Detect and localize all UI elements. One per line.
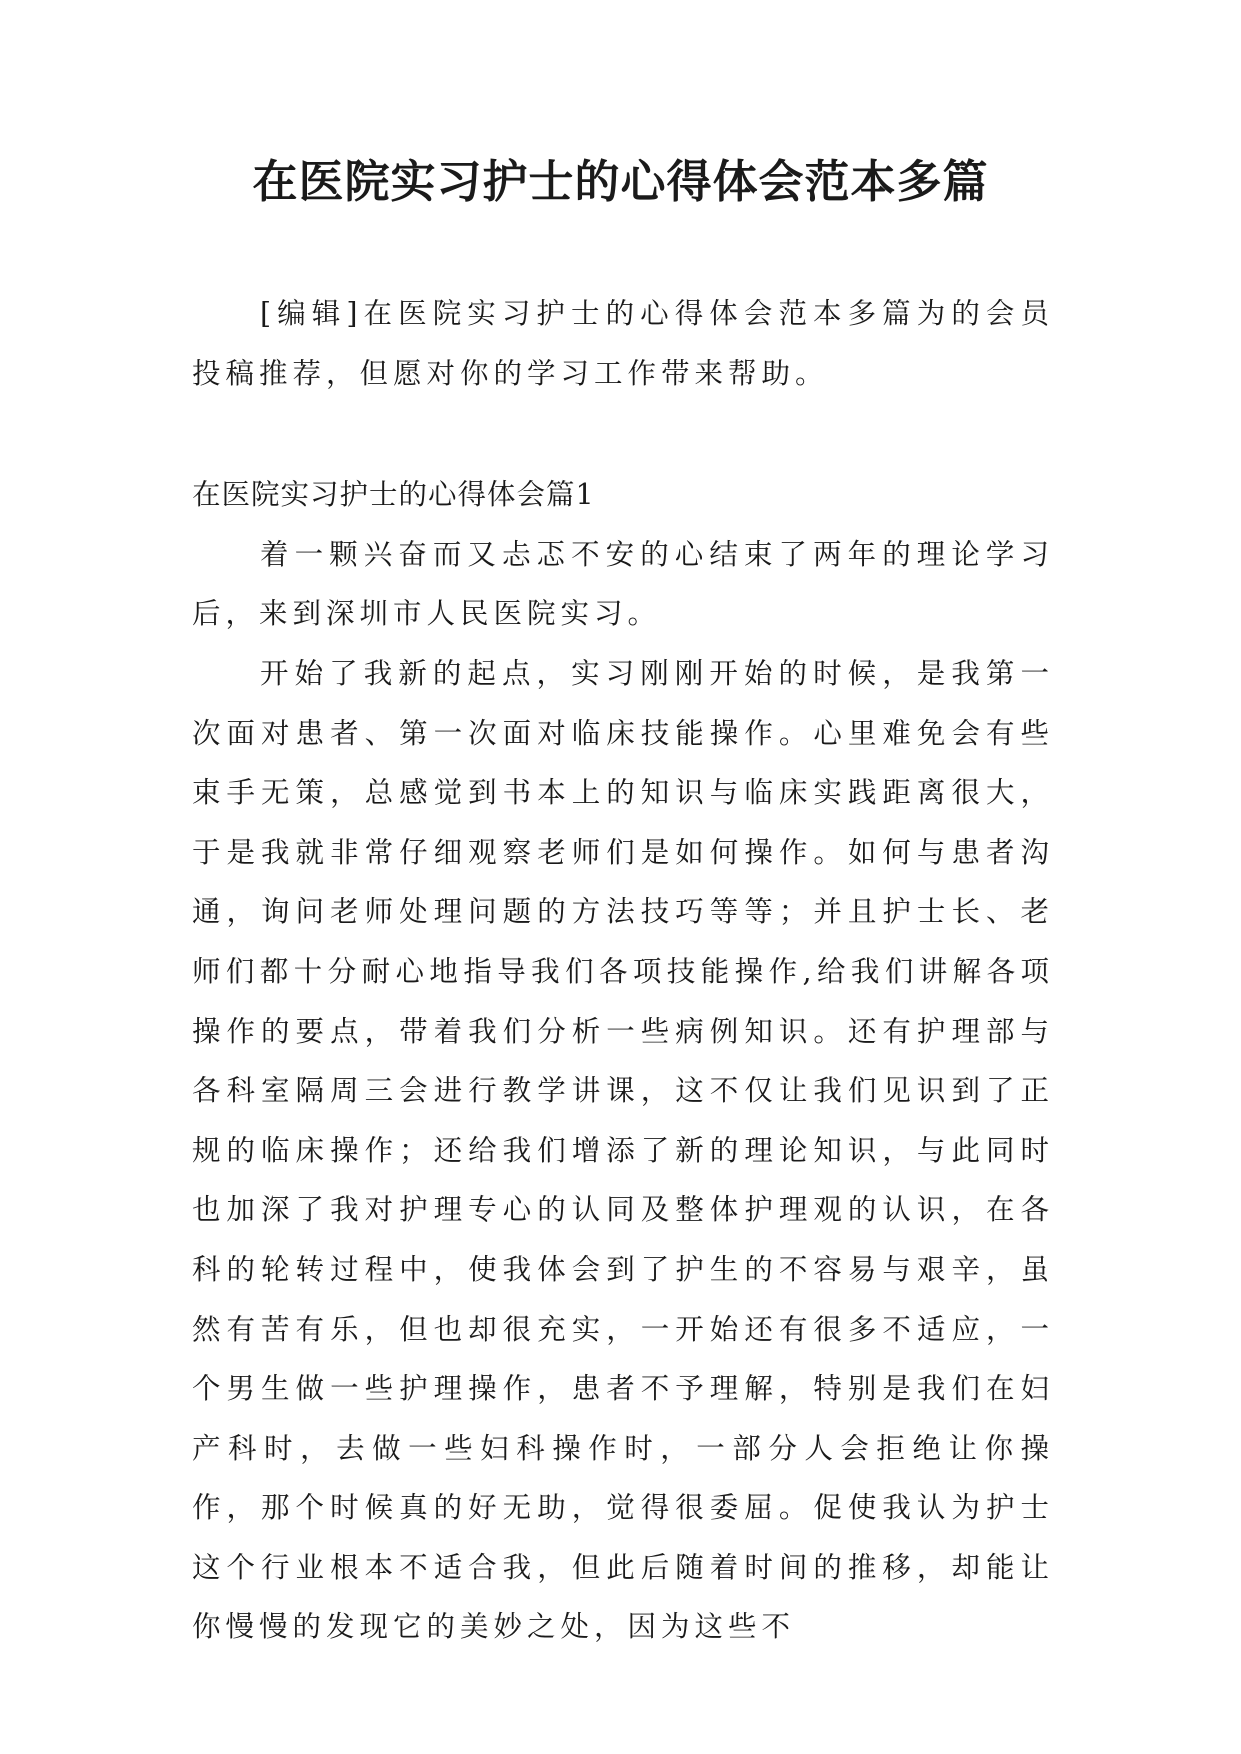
- document-title: 在医院实习护士的心得体会范本多篇: [252, 155, 989, 208]
- document-body: [192, 284, 1054, 1657]
- section-heading: 在医院实习护士的心得体会篇1: [192, 478, 595, 512]
- body-paragraph-1: 着一颗兴奋而又忐忑不安的心结束了两年的理论学习后，来到深圳市人民医院实习。: [192, 537, 1054, 631]
- intro-paragraph: [编辑]在医院实习护士的心得体会范本多篇为的会员投稿推荐，但愿对你的学习工作带来帮助。: [192, 297, 1054, 390]
- body-paragraph-2: 开始了我新的起点，实习刚刚开始的时候，是我第一次面对患者、第一次面对临床技能操作。心里难免会有些束手无策，总感觉到书本上的知识与临床实践距离很大，于是我就非常仔细观察老师们是如何操作。如何与患者沟通，询问老师处理问题的方法技巧等等；并且护士长、老师们都十分耐心地指导我们各项技能操作,给我们讲解各项操作的要点，带着我们分析一些病例知识。还有护理部与各科室隔周三会进行教学讲课，这不仅让我们见识到了正规的临床操作；还给我们增添了新的理论知识，与此同时也加深了我对护理专心的认同及整体护理观的认识，在各科的轮转过程中，使我体会到了护生的不容易与艰辛，虽然有苦有乐，但也却很充实，一开始还有很多不适应，一个男生做一些护理操作，患者不予理解，特别是我们在妇产科时，去做一些妇科操作时，一部分人会拒绝让你操作，那个时候真的好无助，觉得很委屈。促使我认为护士这个行业根本不适合我，但此后随着时间的推移，却能让你慢慢的发现它的美妙之处，因为这些不: [192, 656, 1054, 1644]
